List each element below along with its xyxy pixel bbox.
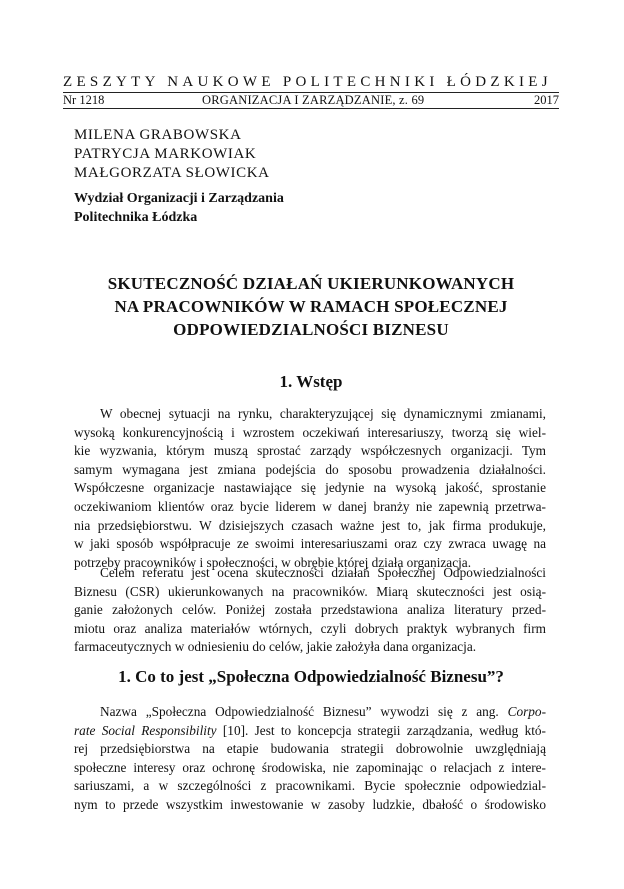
- text-run: [10]. Jest to koncepcja strategii zarządzania, według któ-: [216, 722, 546, 738]
- issue-number: Nr 1218: [63, 93, 105, 107]
- text-line: sariuszami, a w szczególności z pracownikami. Bycie społecznie odpowiedzial-: [74, 778, 546, 794]
- author-list: [74, 126, 270, 183]
- journal-name: ZESZYTY NAUKOWE POLITECHNIKI ŁÓDZKIEJ: [63, 74, 552, 90]
- affiliation-faculty: Wydział Organizacji i Zarządzania: [74, 191, 284, 206]
- text-line: farmaceutycznych w odniesieniu do celów, jakie założyła dana organizacja.: [74, 639, 477, 655]
- text-line: ganie założonych celów. Poniżej została przedstawiona analiza literatury przed-: [74, 602, 546, 618]
- author-name: MILENA GRABOWSKA: [74, 127, 242, 143]
- section-heading-csr: 1. Co to jest „Społeczna Odpowiedzialność Biznesu”?: [118, 667, 504, 686]
- series-name: ORGANIZACJA I ZARZĄDZANIE, z. 69: [202, 93, 425, 107]
- text-line: w jaki sposób współpracuje ze swoimi interesariuszami oraz czy zwraca uwagę na: [74, 536, 546, 552]
- text-line: [74, 722, 546, 741]
- text-line: Celem referatu jest ocena skuteczności działań Społecznej Odpowiedzialności: [100, 565, 546, 580]
- paper-title: [63, 272, 559, 341]
- intro-paragraph-2: [74, 564, 546, 657]
- section-heading-intro: 1. Wstęp: [279, 372, 343, 391]
- text-line: Biznesu (CSR) ukierunkowanych na pracowników. Miarą skuteczności jest osią-: [74, 583, 546, 599]
- affiliation: [74, 189, 284, 227]
- text-line: potrzeby pracowników i społeczności, w obrębie której działa organizacja.: [74, 554, 472, 570]
- author-name: MAŁGORZATA SŁOWICKA: [74, 165, 270, 181]
- italic-term: rate Social Responsibility: [74, 722, 217, 738]
- text-line: [74, 703, 546, 722]
- text-line: miotu oraz analiza materiałów wtórnych, czyli dobrych praktyk wybranych firm: [74, 620, 546, 636]
- text-line: rej przedsiębiorstwa na etapie budowania strategii dobrowolnie uwzględniają: [74, 741, 546, 757]
- title-line: ODPOWIEDZIALNOŚCI BIZNESU: [173, 320, 449, 339]
- intro-paragraph-1: [74, 405, 546, 572]
- csr-paragraph: [74, 703, 546, 815]
- publication-year: 2017: [534, 93, 559, 107]
- header-rule-bottom: [63, 108, 559, 109]
- text-line: nym to przede wszystkim inwestowanie w zasoby ludzkie, dbałość o środowisko: [74, 796, 546, 812]
- text-line: kie wyzwania, którym muszą sprostać zarządy współczesnych organizacji. Tym: [74, 443, 546, 459]
- text-run: Nazwa „Społeczna Odpowiedzialność Biznesu” wywodzi się z ang.: [100, 704, 508, 719]
- text-line: społeczne interesy oraz ochronę środowiska, nie zapominając o relacjach z intere-: [74, 759, 546, 775]
- author-name: PATRYCJA MARKOWIAK: [74, 146, 257, 162]
- text-line: nia przedsiębiorstwu. W dzisiejszych czasach ważne jest to, jak firma produkuje,: [74, 517, 546, 533]
- text-line: oczekiwaniom klientów oraz bycie liderem w danej branży nie zapewnią przetrwa-: [74, 498, 546, 514]
- text-line: samym wymagana jest zmiana podejścia do sposobu prowadzenia działalności.: [74, 461, 546, 477]
- text-line: W obecnej sytuacji na rynku, charakteryzującej się dynamicznymi zmianami,: [100, 406, 546, 421]
- italic-term: Corpo-: [507, 704, 546, 719]
- title-line: NA PRACOWNIKÓW W RAMACH SPOŁECZNEJ: [114, 297, 508, 316]
- affiliation-university: Politechnika Łódzka: [74, 210, 198, 225]
- text-line: wysoką konkurencyjnością i wzrostem oczekiwań interesariuszy, tworzą się wiel-: [74, 424, 546, 440]
- title-line: SKUTECZNOŚĆ DZIAŁAŃ UKIERUNKOWANYCH: [107, 274, 515, 293]
- text-line: Współczesne organizacje nastawiające się jedynie na wysoką jakość, sprostanie: [74, 480, 546, 496]
